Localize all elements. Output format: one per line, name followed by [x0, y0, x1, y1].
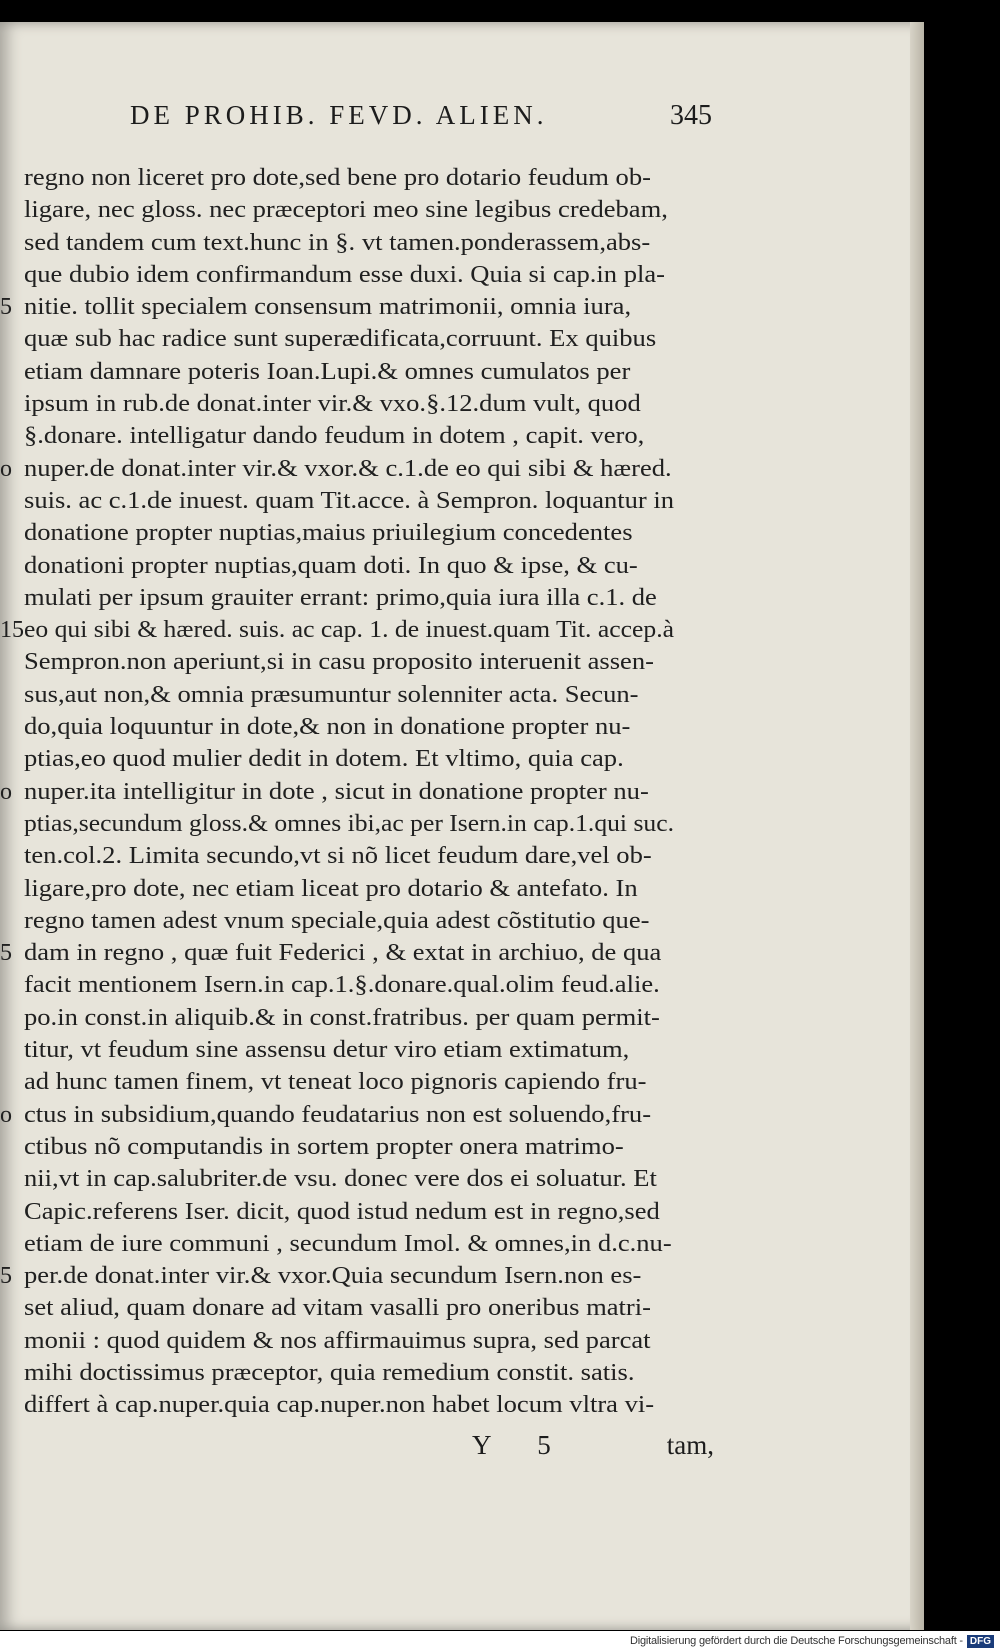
line-text: set aliud, quam donare ad vitam vasalli pro oneribus matri-: [24, 1294, 651, 1322]
line-text: nuper.de donat.inter vir.& vxor.& c.1.de eo qui sibi & hæred.: [24, 454, 672, 482]
line-text: donationi propter nuptias,quam doti. In quo & ipse, & cu-: [24, 551, 638, 579]
line-text: po.in const.in aliquib.& in const.fratribus. per quam permit-: [24, 1003, 660, 1031]
text-line: [24, 1002, 714, 1034]
line-text: nii,vt in cap.salubriter.de vsu. donec vere dos ei soluatur. Et: [24, 1165, 657, 1193]
line-text: mulati per ipsum grauiter errant: primo,quia iura illa c.1. de: [24, 583, 657, 611]
text-line: [0, 614, 714, 646]
dfg-logo[interactable]: DFG: [967, 1635, 994, 1648]
folio-number: 345: [670, 100, 712, 131]
page-footer: [24, 1430, 714, 1464]
text-line: [24, 227, 714, 259]
line-text: sus,aut non,& omnia præsumuntur solenniter acta. Secun-: [24, 680, 639, 708]
line-text: etiam damnare poteris Ioan.Lupi.& omnes cumulatos per: [24, 357, 631, 385]
margin-line-number: 5: [0, 940, 12, 967]
catchword: tam,: [666, 1430, 714, 1460]
text-line: [24, 840, 714, 872]
text-line: [24, 679, 714, 711]
line-text: mihi doctissimus præceptor, quia remedium constit. satis.: [24, 1358, 635, 1386]
line-text: titur, vt feudum sine assensu detur viro etiam extimatum,: [24, 1036, 630, 1064]
line-text: nitie. tollit specialem consensum matrimonii, omnia iura,: [24, 293, 632, 321]
line-text: quæ sub hac radice sunt superædificata,corruunt. Ex quibus: [24, 325, 657, 353]
text-line: [24, 711, 714, 743]
margin-line-number: o: [0, 455, 12, 482]
line-text: ctibus nõ computandis in sortem propter onera matrimo-: [24, 1132, 624, 1160]
line-text: dam in regno , quæ fuit Federici , & extat in archiuo, de qua: [24, 939, 662, 967]
text-line: [24, 1131, 714, 1163]
text-line: [24, 517, 714, 549]
line-text: sed tandem cum text.hunc in §. vt tamen.ponderassem,abs-: [24, 228, 651, 256]
line-text: ipsum in rub.de donat.inter vir.& vxo.§.12.dum vult, quod: [24, 390, 641, 418]
line-text: suis. ac c.1.de inuest. quam Tit.acce. à Sempron. loquantur in: [24, 486, 674, 514]
dfg-credit-text: Digitalisierung gefördert durch die Deutsche Forschungsgemeinschaft -: [630, 1635, 963, 1647]
text-line: [24, 550, 714, 582]
text-line: [0, 1260, 714, 1292]
text-line: [0, 937, 714, 969]
text-line: [24, 1228, 714, 1260]
line-text: regno tamen adest vnum speciale,quia adest cõstitutio que-: [24, 906, 650, 934]
text-line: [24, 1292, 714, 1324]
margin-line-number: o: [0, 1101, 12, 1128]
line-text: do,quia loquuntur in dote,& non in donatione propter nu-: [24, 713, 631, 741]
text-line: [24, 259, 714, 291]
body-text: [0, 162, 714, 1422]
margin-line-number: 15: [0, 617, 24, 644]
line-text: donatione propter nuptias,maius priuilegium concedentes: [24, 519, 633, 547]
text-line: [24, 582, 714, 614]
line-text: monii : quod quidem & nos affirmauimus supra, sed parcat: [24, 1326, 651, 1354]
line-text: etiam de iure communi , secundum Imol. & omnes,in d.c.nu-: [24, 1229, 672, 1257]
text-line: [24, 420, 714, 452]
page-header: [130, 100, 710, 140]
text-line: [24, 388, 714, 420]
margin-line-number: 5: [0, 1263, 12, 1290]
text-line: [24, 808, 714, 840]
text-line: [0, 776, 714, 808]
line-text: regno non liceret pro dote,sed bene pro dotario feudum ob-: [24, 164, 651, 191]
line-text: eo qui sibi & hæred. suis. ac cap. 1. de inuest.quam Tit. accep.à: [24, 616, 674, 644]
line-text: per.de donat.inter vir.& vxor.Quia secundum Isern.non es-: [24, 1262, 642, 1290]
line-text: ptias,secundum gloss.& omnes ibi,ac per Isern.in cap.1.qui suc.: [24, 809, 674, 837]
line-text: que dubio idem confirmandum esse duxi. Quia si cap.in pla-: [24, 260, 666, 288]
text-line: [24, 905, 714, 937]
text-line: [24, 873, 714, 905]
text-line: [0, 291, 714, 323]
line-text: ligare, nec gloss. nec præceptori meo sine legibus credebam,: [24, 196, 668, 224]
line-text: ptias,eo quod mulier dedit in dotem. Et vltimo, quia cap.: [24, 745, 624, 773]
text-line: [24, 194, 714, 226]
text-line: [24, 1163, 714, 1195]
text-line: [24, 323, 714, 355]
dfg-credit-bar: [0, 1631, 1000, 1651]
line-text: ligare,pro dote, nec etiam liceat pro dotario & antefato. In: [24, 874, 638, 902]
line-text: ctus in subsidium,quando feudatarius non est soluendo,fru-: [24, 1100, 652, 1128]
text-line: [0, 453, 714, 485]
line-text: Capic.referens Iser. dicit, quod istud nedum est in regno,sed: [24, 1197, 660, 1225]
text-line: [24, 485, 714, 517]
line-text: ad hunc tamen finem, vt teneat loco pignoris capiendo fru-: [24, 1068, 647, 1096]
text-line: [24, 1196, 714, 1228]
line-text: ten.col.2. Limita secundo,vt si nõ licet feudum dare,vel ob-: [24, 842, 652, 870]
line-text: differt à cap.nuper.quia cap.nuper.non habet locum vltra vi-: [24, 1391, 655, 1419]
text-line: [24, 162, 714, 194]
text-line: [24, 646, 714, 678]
line-text: facit mentionem Isern.in cap.1.§.donare.qual.olim feud.alie.: [24, 971, 660, 999]
text-line: [24, 969, 714, 1001]
text-line: [0, 1099, 714, 1131]
text-line: [24, 743, 714, 775]
text-line: [24, 1325, 714, 1357]
line-text: Sempron.non aperiunt,si in casu proposito interuenit assen-: [24, 648, 654, 676]
margin-line-number: 5: [0, 294, 12, 321]
text-line: [24, 356, 714, 388]
text-line: [24, 1034, 714, 1066]
text-line: [24, 1389, 714, 1421]
text-line: [24, 1066, 714, 1098]
text-line: [24, 1357, 714, 1389]
line-text: §.donare. intelligatur dando feudum in dotem , capit. vero,: [24, 422, 645, 450]
line-text: nuper.ita intelligitur in dote , sicut in donatione propter nu-: [24, 777, 649, 805]
margin-line-number: o: [0, 778, 12, 805]
signature-mark: Y 5: [472, 1430, 571, 1460]
book-page: [0, 22, 924, 1630]
running-title: DE PROHIB. FEVD. ALIEN.: [130, 100, 548, 130]
